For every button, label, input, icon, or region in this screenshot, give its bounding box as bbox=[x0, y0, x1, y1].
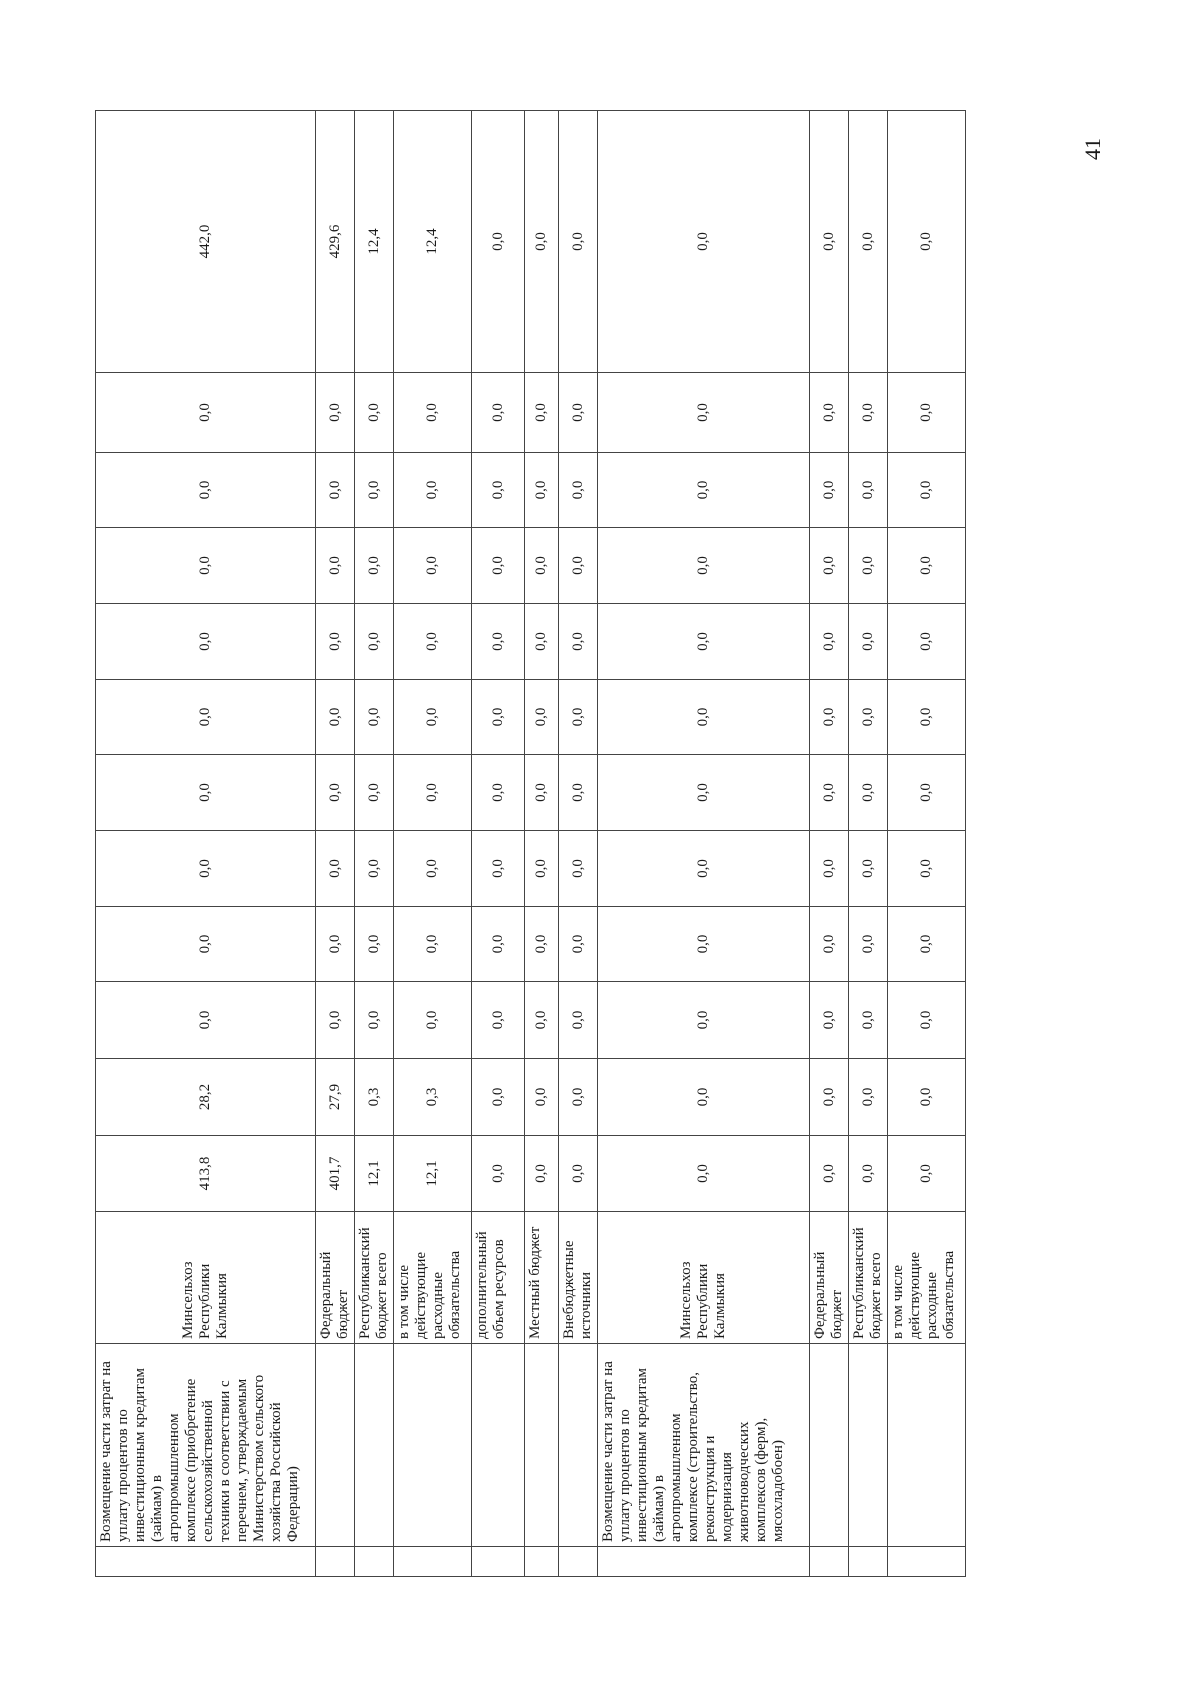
value-cell: 0,0 bbox=[598, 982, 810, 1059]
total-value-cell: 0,0 bbox=[472, 111, 525, 373]
value-cell: 0,0 bbox=[525, 604, 559, 680]
table-row bbox=[525, 111, 559, 1577]
value-cell: 0,0 bbox=[598, 604, 810, 680]
value-cell: 0,0 bbox=[888, 680, 966, 755]
number-cell bbox=[355, 1547, 394, 1577]
value-cell: 0,0 bbox=[559, 604, 598, 680]
funding-source-cell: Местный бюджет bbox=[525, 1212, 559, 1344]
table-row bbox=[888, 111, 966, 1577]
value-cell: 0,0 bbox=[559, 755, 598, 831]
funding-source-cell: в том числе действующие расходные обязательства bbox=[888, 1212, 966, 1344]
value-cell: 0,0 bbox=[598, 453, 810, 528]
value-cell: 0,0 bbox=[849, 831, 888, 907]
number-cell bbox=[96, 1547, 316, 1577]
event-name-cell-empty bbox=[525, 1344, 559, 1547]
value-cell: 0,0 bbox=[525, 831, 559, 907]
value-cell: 0,0 bbox=[316, 831, 355, 907]
value-cell: 0,0 bbox=[849, 528, 888, 604]
event-name-cell-empty bbox=[394, 1344, 472, 1547]
value-cell: 0,0 bbox=[810, 528, 849, 604]
value-cell: 0,0 bbox=[849, 907, 888, 982]
value-cell: 0,0 bbox=[394, 755, 472, 831]
value-cell: 0,0 bbox=[316, 373, 355, 453]
value-cell: 0,0 bbox=[472, 604, 525, 680]
total-value-cell: 0,0 bbox=[525, 111, 559, 373]
value-cell: 0,0 bbox=[810, 604, 849, 680]
budget-table bbox=[95, 110, 966, 1577]
value-cell: 0,0 bbox=[394, 680, 472, 755]
value-cell: 0,0 bbox=[394, 373, 472, 453]
value-cell: 0,0 bbox=[810, 680, 849, 755]
value-cell: 0,0 bbox=[316, 453, 355, 528]
table-row bbox=[316, 111, 355, 1577]
value-cell: 0,0 bbox=[355, 373, 394, 453]
value-cell: 28,2 bbox=[96, 1059, 316, 1136]
value-cell: 0,0 bbox=[598, 831, 810, 907]
funding-source-cell: Республиканский бюджет всего bbox=[355, 1212, 394, 1344]
value-cell: 0,0 bbox=[316, 528, 355, 604]
value-cell: 0,0 bbox=[559, 907, 598, 982]
value-cell: 0,0 bbox=[525, 453, 559, 528]
table-row bbox=[472, 111, 525, 1577]
number-cell bbox=[559, 1547, 598, 1577]
table-row bbox=[598, 111, 810, 1577]
value-cell: 0,0 bbox=[316, 755, 355, 831]
value-cell: 0,0 bbox=[472, 528, 525, 604]
event-name-cell-empty bbox=[559, 1344, 598, 1547]
value-cell: 0,0 bbox=[394, 982, 472, 1059]
value-cell: 0,0 bbox=[849, 373, 888, 453]
funding-source-cell: Минсельхоз Республики Калмыкия bbox=[96, 1212, 316, 1344]
value-cell: 0,0 bbox=[472, 982, 525, 1059]
value-cell: 0,0 bbox=[810, 982, 849, 1059]
value-cell: 0,0 bbox=[525, 528, 559, 604]
value-cell: 0,0 bbox=[472, 1059, 525, 1136]
value-cell: 0,0 bbox=[849, 982, 888, 1059]
value-cell: 0,0 bbox=[525, 1059, 559, 1136]
value-cell: 0,0 bbox=[888, 755, 966, 831]
value-cell: 0,0 bbox=[472, 373, 525, 453]
total-value-cell: 442,0 bbox=[96, 111, 316, 373]
value-cell: 0,0 bbox=[888, 982, 966, 1059]
value-cell: 0,0 bbox=[810, 907, 849, 982]
value-cell: 0,0 bbox=[472, 680, 525, 755]
number-cell bbox=[810, 1547, 849, 1577]
table-row bbox=[849, 111, 888, 1577]
event-name-cell: Возмещение части затрат на уплату процентов по инвестиционным кредитам (займам) в агропромышленном комплексе (строительство, реконструкция и модернизация животноводческих комплексов (ферм), мясохладобоен) bbox=[598, 1344, 810, 1547]
value-cell: 0,0 bbox=[849, 755, 888, 831]
value-cell: 0,0 bbox=[559, 831, 598, 907]
value-cell: 0,0 bbox=[559, 373, 598, 453]
value-cell: 0,0 bbox=[394, 907, 472, 982]
event-name-cell-empty bbox=[810, 1344, 849, 1547]
value-cell: 0,0 bbox=[559, 982, 598, 1059]
value-cell: 0,0 bbox=[96, 680, 316, 755]
value-cell: 0,0 bbox=[525, 982, 559, 1059]
event-name-cell-empty bbox=[472, 1344, 525, 1547]
value-cell: 0,0 bbox=[888, 373, 966, 453]
value-cell: 0,0 bbox=[394, 831, 472, 907]
value-cell: 0,0 bbox=[96, 528, 316, 604]
value-cell: 0,0 bbox=[810, 755, 849, 831]
value-cell: 0,0 bbox=[355, 755, 394, 831]
value-cell: 0,0 bbox=[525, 907, 559, 982]
value-cell: 0,0 bbox=[316, 604, 355, 680]
value-cell: 0,0 bbox=[598, 373, 810, 453]
value-cell: 0,0 bbox=[849, 1136, 888, 1212]
value-cell: 0,0 bbox=[598, 1059, 810, 1136]
number-cell bbox=[316, 1547, 355, 1577]
value-cell: 0,0 bbox=[849, 453, 888, 528]
value-cell: 0,0 bbox=[394, 604, 472, 680]
value-cell: 0,0 bbox=[316, 680, 355, 755]
funding-source-cell: Минсельхоз Республики Калмыкия bbox=[598, 1212, 810, 1344]
value-cell: 0,0 bbox=[849, 680, 888, 755]
value-cell: 0,0 bbox=[810, 453, 849, 528]
funding-source-cell: Федеральный бюджет bbox=[810, 1212, 849, 1344]
value-cell: 0,0 bbox=[525, 680, 559, 755]
value-cell: 0,0 bbox=[559, 528, 598, 604]
value-cell: 0,0 bbox=[810, 1136, 849, 1212]
value-cell: 0,0 bbox=[810, 373, 849, 453]
number-cell bbox=[598, 1547, 810, 1577]
value-cell: 0,0 bbox=[598, 528, 810, 604]
value-cell: 0,0 bbox=[355, 831, 394, 907]
value-cell: 401,7 bbox=[316, 1136, 355, 1212]
funding-source-cell: Внебюджетные источники bbox=[559, 1212, 598, 1344]
value-cell: 0,0 bbox=[96, 373, 316, 453]
value-cell: 0,0 bbox=[888, 528, 966, 604]
value-cell: 0,3 bbox=[355, 1059, 394, 1136]
value-cell: 0,0 bbox=[849, 604, 888, 680]
table-row bbox=[394, 111, 472, 1577]
value-cell: 0,0 bbox=[559, 680, 598, 755]
value-cell: 0,0 bbox=[888, 831, 966, 907]
value-cell: 0,0 bbox=[598, 1136, 810, 1212]
value-cell: 0,0 bbox=[355, 604, 394, 680]
value-cell: 0,0 bbox=[472, 1136, 525, 1212]
funding-source-cell: дополнительный объем ресурсов bbox=[472, 1212, 525, 1344]
value-cell: 0,0 bbox=[598, 907, 810, 982]
value-cell: 0,0 bbox=[96, 831, 316, 907]
value-cell: 0,0 bbox=[472, 755, 525, 831]
value-cell: 0,0 bbox=[96, 453, 316, 528]
value-cell: 0,0 bbox=[472, 453, 525, 528]
number-cell bbox=[394, 1547, 472, 1577]
funding-source-cell: Республиканский бюджет всего bbox=[849, 1212, 888, 1344]
value-cell: 0,0 bbox=[559, 453, 598, 528]
total-value-cell: 0,0 bbox=[559, 111, 598, 373]
number-cell bbox=[525, 1547, 559, 1577]
funding-source-cell: Федеральный бюджет bbox=[316, 1212, 355, 1344]
total-value-cell: 0,0 bbox=[888, 111, 966, 373]
value-cell: 0,0 bbox=[525, 1136, 559, 1212]
value-cell: 12,1 bbox=[355, 1136, 394, 1212]
value-cell: 0,0 bbox=[559, 1059, 598, 1136]
value-cell: 0,0 bbox=[472, 907, 525, 982]
funding-source-cell: в том числе действующие расходные обязательства bbox=[394, 1212, 472, 1344]
number-cell bbox=[888, 1547, 966, 1577]
value-cell: 0,0 bbox=[96, 907, 316, 982]
value-cell: 0,0 bbox=[888, 1059, 966, 1136]
total-value-cell: 0,0 bbox=[598, 111, 810, 373]
value-cell: 0,0 bbox=[355, 982, 394, 1059]
total-value-cell: 12,4 bbox=[394, 111, 472, 373]
event-name-cell-empty bbox=[888, 1344, 966, 1547]
event-name-cell-empty bbox=[849, 1344, 888, 1547]
value-cell: 0,0 bbox=[316, 907, 355, 982]
value-cell: 0,0 bbox=[888, 1136, 966, 1212]
table-row bbox=[810, 111, 849, 1577]
value-cell: 0,0 bbox=[355, 680, 394, 755]
page-number: 41 bbox=[1080, 138, 1105, 160]
value-cell: 0,0 bbox=[316, 982, 355, 1059]
event-name-cell: Возмещение части затрат на уплату процентов по инвестиционным кредитам (займам) в агропромышленном комплексе (приобретение сельскохозяйственной техники в соответствии с перечнем, утверждаемым Министерством сельского хозяйства Российской Федерации) bbox=[96, 1344, 316, 1547]
table-row bbox=[96, 111, 316, 1577]
value-cell: 0,0 bbox=[355, 907, 394, 982]
total-value-cell: 0,0 bbox=[849, 111, 888, 373]
value-cell: 0,0 bbox=[598, 755, 810, 831]
value-cell: 0,0 bbox=[96, 755, 316, 831]
value-cell: 0,0 bbox=[355, 453, 394, 528]
total-value-cell: 0,0 bbox=[810, 111, 849, 373]
value-cell: 0,0 bbox=[355, 528, 394, 604]
table-row bbox=[355, 111, 394, 1577]
value-cell: 0,0 bbox=[96, 604, 316, 680]
event-name-cell-empty bbox=[355, 1344, 394, 1547]
value-cell: 0,0 bbox=[96, 982, 316, 1059]
value-cell: 0,0 bbox=[849, 1059, 888, 1136]
value-cell: 413,8 bbox=[96, 1136, 316, 1212]
total-value-cell: 429,6 bbox=[316, 111, 355, 373]
value-cell: 0,3 bbox=[394, 1059, 472, 1136]
value-cell: 0,0 bbox=[559, 1136, 598, 1212]
value-cell: 0,0 bbox=[394, 528, 472, 604]
value-cell: 27,9 bbox=[316, 1059, 355, 1136]
value-cell: 0,0 bbox=[472, 831, 525, 907]
table-row bbox=[559, 111, 598, 1577]
number-cell bbox=[472, 1547, 525, 1577]
value-cell: 0,0 bbox=[394, 453, 472, 528]
value-cell: 0,0 bbox=[888, 907, 966, 982]
value-cell: 0,0 bbox=[525, 373, 559, 453]
value-cell: 0,0 bbox=[810, 1059, 849, 1136]
total-value-cell: 12,4 bbox=[355, 111, 394, 373]
value-cell: 0,0 bbox=[888, 453, 966, 528]
value-cell: 0,0 bbox=[598, 680, 810, 755]
value-cell: 0,0 bbox=[810, 831, 849, 907]
value-cell: 0,0 bbox=[888, 604, 966, 680]
value-cell: 0,0 bbox=[525, 755, 559, 831]
event-name-cell-empty bbox=[316, 1344, 355, 1547]
value-cell: 12,1 bbox=[394, 1136, 472, 1212]
number-cell bbox=[849, 1547, 888, 1577]
